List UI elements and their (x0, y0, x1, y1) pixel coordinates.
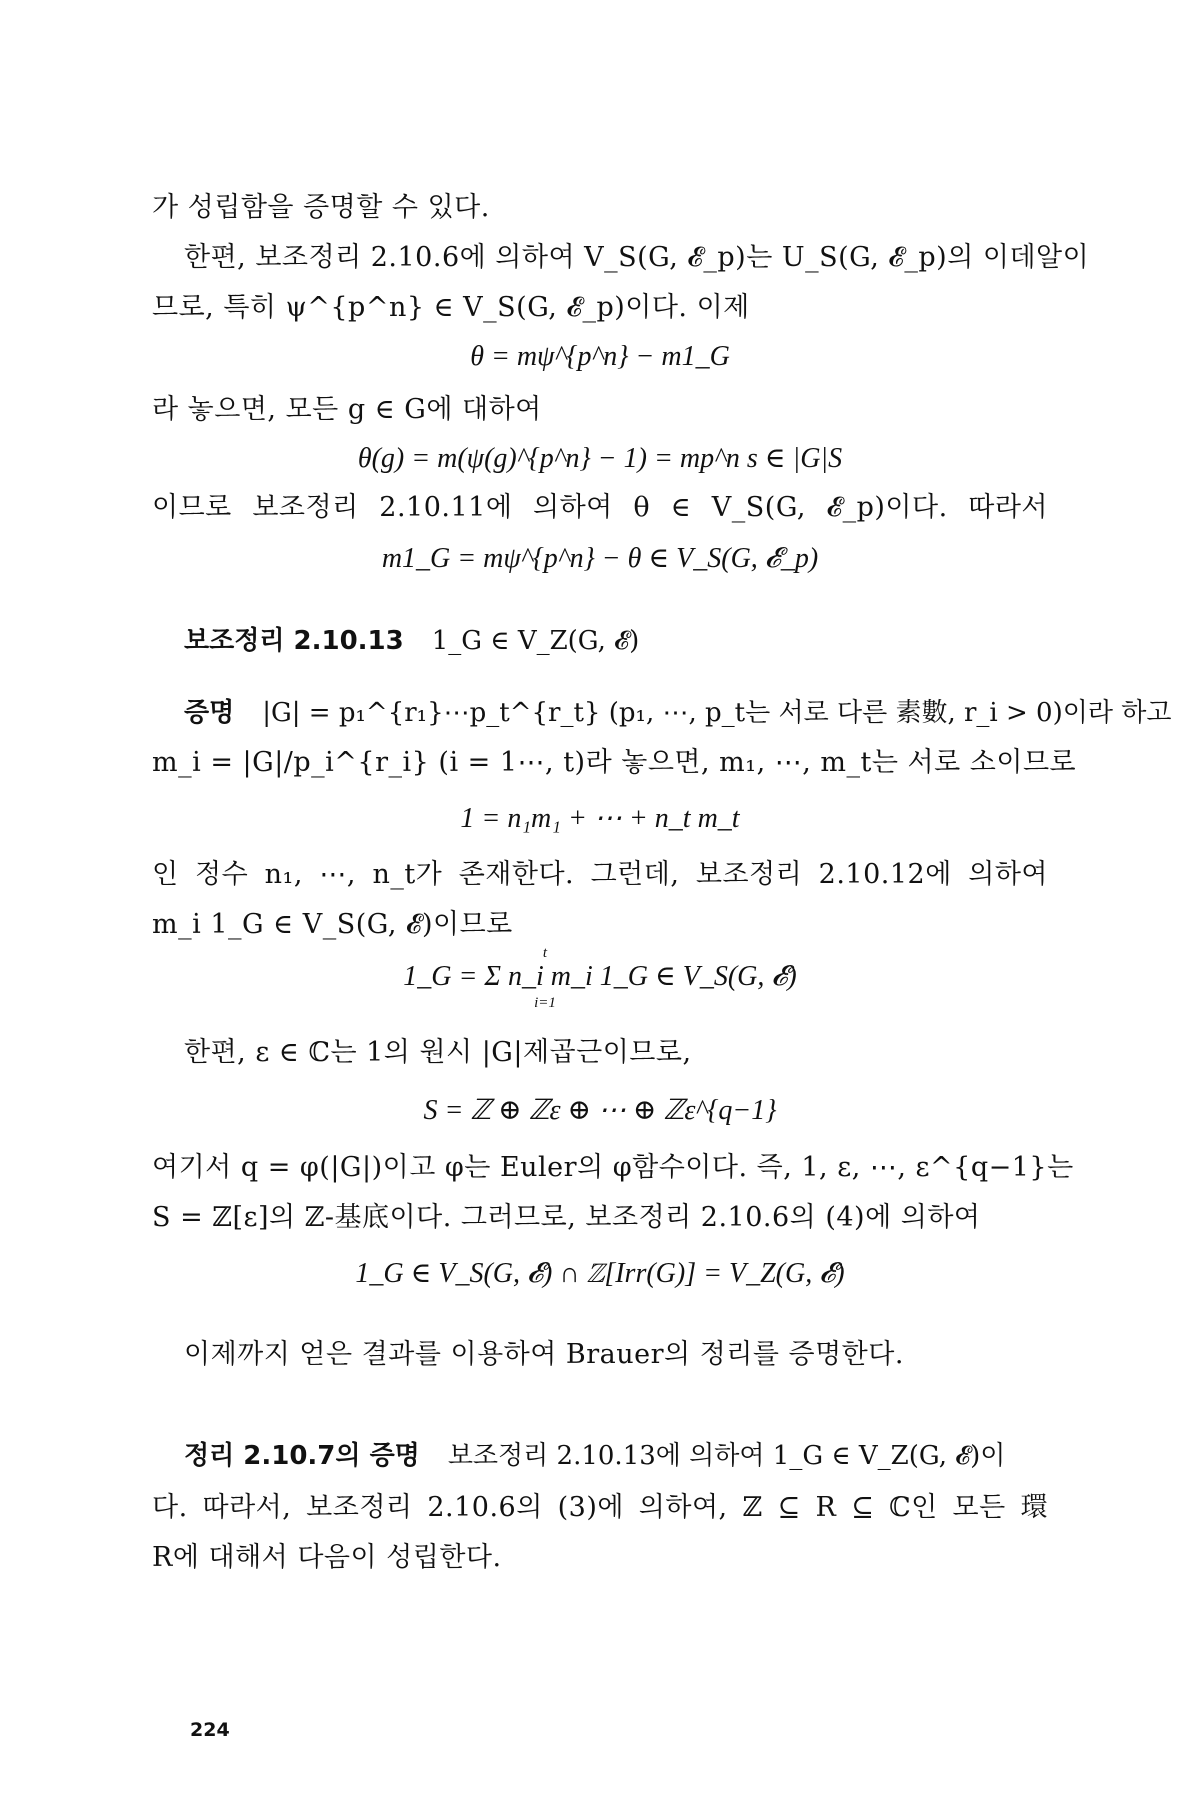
text-line: 인 정수 n₁, ⋯, n_t가 존재한다. 그런데, 보조정리 2.10.12에 의하여 (152, 859, 1048, 890)
text-line: R에 대해서 다음이 성립한다. (152, 1542, 502, 1573)
text-line: 여기서 q = φ(|G|)이고 φ는 Euler의 φ함수이다. 즉, 1, ε, ⋯, ε^{q−1}는 (152, 1152, 1074, 1183)
text-line: 한편, 보조정리 2.10.6에 의하여 V_S(G, 𝓔_p)는 U_S(G, 𝓔_p)의 이데알이 (184, 242, 1090, 273)
theorem-proof-label: 정리 2.10.7의 증명 (184, 1441, 420, 1471)
text-line: 라 놓으면, 모든 g ∈ G에 대하여 (152, 394, 542, 425)
equation: θ(g) = m(ψ(g)^{p^n} − 1) = mp^n s ∈ |G|S (357, 443, 843, 474)
equation: θ = mψ^{p^n} − m1_G (470, 341, 730, 372)
equation: m1_G = mψ^{p^n} − θ ∈ V_S(G, 𝓔_p) (381, 543, 819, 574)
text-line: S = ℤ[ε]의 ℤ-基底이다. 그러므로, 보조정리 2.10.6의 (4)에 의하여 (152, 1202, 981, 1233)
lemma-statement: 1_G ∈ V_Z(G, 𝓔) (431, 626, 640, 656)
equation: 1_G = Σ n_i m_i 1_G ∈ V_S(G, 𝓔) (403, 961, 797, 992)
sum-lower-limit: i=1 (534, 995, 556, 1011)
proof-label: 증명 (184, 698, 235, 728)
text-line: 가 성립함을 증명할 수 있다. (152, 192, 490, 223)
proof-heading (184, 695, 1172, 731)
page-number: 224 (190, 1719, 230, 1741)
equation: 1_G ∈ V_S(G, 𝓔) ∩ ℤ[Irr(G)] = V_Z(G, 𝓔) (355, 1258, 845, 1289)
text-line: m_i 1_G ∈ V_S(G, 𝓔)이므로 (152, 909, 513, 940)
lemma-label: 보조정리 2.10.13 (184, 626, 404, 656)
text-line: 이제까지 얻은 결과를 이용하여 Brauer의 정리를 증명한다. (184, 1339, 904, 1370)
equation: 1 = n₁m₁ + ⋯ + n_t m_t (460, 803, 740, 834)
theorem-proof-heading (184, 1438, 1005, 1474)
text-line: m_i = |G|/p_i^{r_i} (i = 1⋯, t)라 놓으면, m₁, ⋯, m_t는 서로 소이므로 (152, 747, 1077, 778)
sum-upper-limit: t (542, 945, 548, 961)
text-line: 므로, 특히 ψ^{p^n} ∈ V_S(G, 𝓔_p)이다. 이제 (152, 292, 750, 323)
equation: S = ℤ ⊕ ℤε ⊕ ⋯ ⊕ ℤε^{q−1} (423, 1095, 777, 1126)
proof-text: |G| = p₁^{r₁}⋯p_t^{r_t} (p₁, ⋯, p_t는 서로 다른 素數, r_i > 0)이라 하고 (262, 698, 1172, 728)
text-line: 이므로 보조정리 2.10.11에 의하여 θ ∈ V_S(G, 𝓔_p)이다. 따라서 (152, 492, 1048, 523)
lemma-heading (184, 623, 639, 659)
text-line: 다. 따라서, 보조정리 2.10.6의 (3)에 의하여, ℤ ⊆ R ⊆ ℂ인 모든 環 (152, 1492, 1048, 1523)
theorem-proof-text: 보조정리 2.10.13에 의하여 1_G ∈ V_Z(G, 𝓔)이 (447, 1441, 1006, 1471)
text-line: 한편, ε ∈ ℂ는 1의 원시 |G|제곱근이므로, (184, 1037, 692, 1068)
